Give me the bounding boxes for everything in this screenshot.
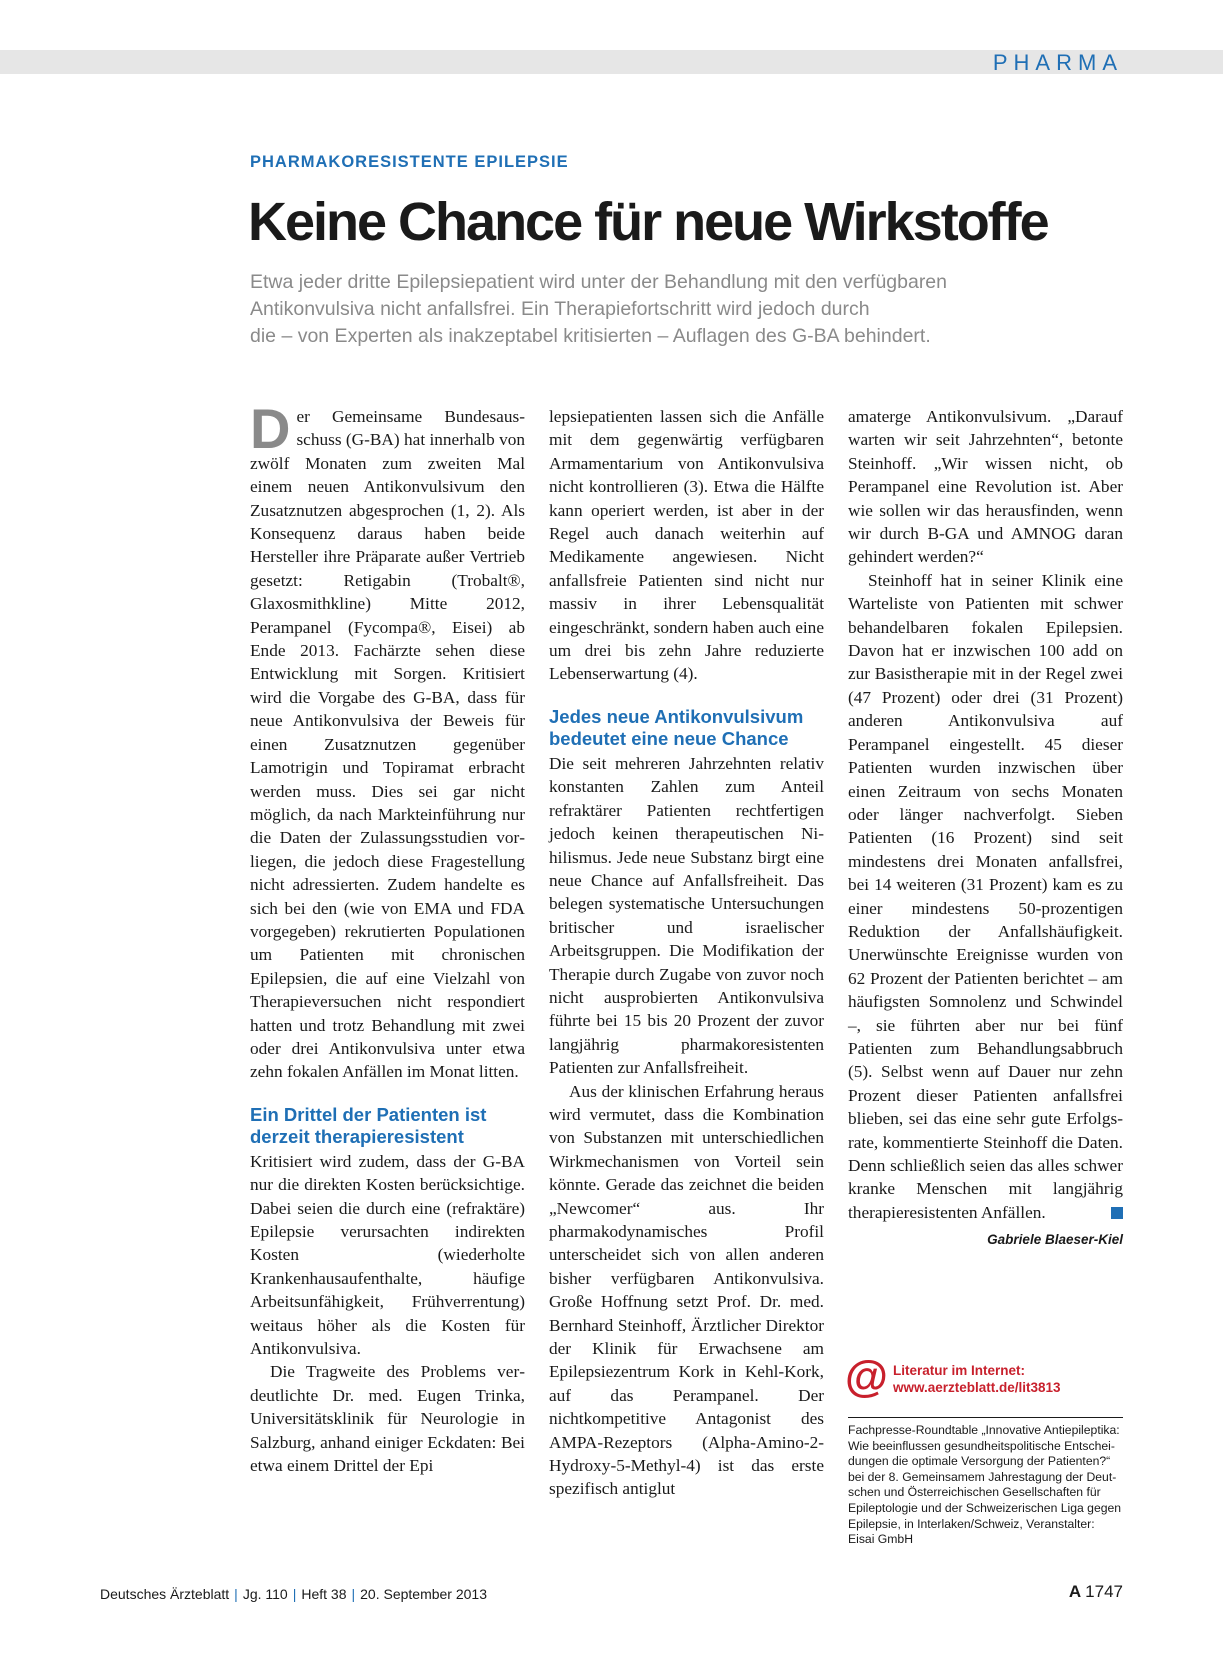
article-kicker: PHARMAKORESISTENTE EPILEPSIE (250, 153, 569, 171)
note-line: Fachpresse-Roundtable „Innovative Antiepileptika: (848, 1423, 1120, 1437)
page-footer: Deutsches Ärzteblatt | Jg. 110 | Heft 38 | 20. September 2013 (100, 1586, 487, 1602)
paragraph: Kritisiert wird zudem, dass der G-BA nur die direkten Kosten berücksichtige. Dabei seien die durch eine (refraktäre) Epilepsie verursachten indirekten Kosten (wiederholte Krankenhausaufenthalte, häufige Arbeitsunfähigkeit, Frühverrentung) weitaus höher als die Kosten für Antikonvulsiva. (250, 1151, 525, 1359)
text-column-1 (250, 397, 525, 1477)
journal-name: Deutsches Ärzteblatt (100, 1586, 230, 1602)
note-divider (848, 1417, 1123, 1418)
end-mark-icon (1111, 1207, 1123, 1219)
event-note (848, 1423, 1123, 1548)
paragraph: Steinhoff hat in seiner Klinik eine Warteliste von Patienten mit schwer behandelbaren fokalen Epilepsien. Davon hat er inzwischen 100 add on zur Basistherapie mit in der Regel zwei (47 Prozent) oder drei (31 Prozent) anderen Antikonvulsiva auf Perampanel eingestellt. 45 dieser Patienten wurden inzwischen über einen Zeitraum von sechs Monaten oder länger nachverfolgt. Sieben Patienten (16 Prozent) sind seit mindestens drei Monaten anfallsfrei, bei 14 weiteren (31 Prozent) kam es zu einer mindestens 50-prozentigen Reduktion der Anfallshäufigkeit. Unerwünschte Ereignisse wurden von 62 Prozent der Patienten berichtet – am häufigsten Somnolenz und Schwindel –, sie führten aber nur bei fünf Patienten zum Behandlungsabbruch (5). Selbst wenn auf Dauer nur zehn Prozent dieser Patienten anfallsfrei blieben, sei das eine sehr gute Erfolgsrate, kommentierte Steinhoff die Daten. Denn schließlich seien das alles schwer kranke Menschen mit langjährig therapieresistenten Anfällen. (848, 570, 1123, 1222)
note-line: Wie beeinflussen gesundheitspolitische Entschei- (848, 1438, 1115, 1453)
paragraph: Aus der klinischen Erfahrung heraus wird vermutet, dass die Kombination von Substanzen mit unterschiedlichen Wirkmechanismen von Vorteil sein könnte. Gerade das zeichnet die beiden „Newcomer“ aus. Ihr pharmakodynamisches Profil unterscheidet sich von allen anderen bisher verfügbaren Antikonvulsiva. Große Hoffnung setzt Prof. Dr. med. Bernhard Steinhoff, Ärztlicher Direktor der Klinik für Erwachsene am Epilepsiezentrum Kork in Kehl-Kork, auf das Perampanel. Der nichtkompetitive Antagonist des AMPA-Rezeptors (Alpha-Amino-2-Hydroxy-5-Methyl-4) ist das erste spezifisch antiglut (549, 1081, 824, 1499)
note-line: bei der 8. Gemeinsamem Jahrestagung der Deut- (848, 1469, 1117, 1484)
note-line: dungen die optimale Versorgung der Patienten?“ (848, 1454, 1111, 1469)
note-line: Epileptologie und der Schweizerischen Liga gegen (848, 1500, 1122, 1515)
note-line: Epilepsie, in Interlaken/Schweiz, Veranstalter: (848, 1516, 1095, 1531)
journal-volume: Jg. 110 (242, 1586, 288, 1602)
subheading: Jedes neue Antikonvulsivum bedeutet eine neue Chance (549, 705, 804, 749)
paragraph: amaterge Antikonvulsivum. „Darauf warten wir seit Jahrzehnten“, betonte Steinhoff. „Wir wissen nicht, ob Perampanel eine Revolution ist. Aber wie sollen wir das herausfinden, wenn wir durch B-GA und AMNOG daran gehindert werden?“ (848, 407, 1123, 567)
author-byline: Gabriele Blaeser-Kiel (987, 1232, 1123, 1248)
text-column-2 (549, 405, 824, 1501)
lead-line: Etwa jeder dritte Epilepsiepatient wird unter der Behandlung mit den verfügbaren (250, 271, 948, 293)
paragraph: Der Gemeinsame Bundesausschuss (G-BA) hat innerhalb von zwölf Monaten zum zweiten Mal einem neuen Antikonvulsivum den Zusatznutzen abgesprochen (1, 2). Als Konsequenz daraus haben beide Hersteller ihre Präparate außer Vertrieb gesetzt: Retigabin (Trobalt®, Glaxosmithkline) Mitte 2012, Perampanel (Fycompa®, Eisei) ab Ende 2013. Fachärzte sehen diese Entwicklung mit Sorgen. Kritisiert wird die Vorgabe des G-BA, dass für neue Antikonvulsiva der Beweis für einen Zusatznutzen gegenüber Lamotrigin und Topiramat erbracht werden muss. Dies sei gar nicht möglich, da nach Markteinführung nur die Daten der Zulassungsstudien vorliegen, die jedoch diese Fragestellung nicht adressierten. Zudem handelte es sich bei den (wie von EMA und FDA vorgegeben) rekrutierten Populationen um Patienten mit chronischen Epilepsien, die auf eine Vielzahl von Therapieversuchen nicht respondiert hatten und trotz Behandlung mit zwei oder drei Antikonvulsiva unter etwa zehn fokalen Anfällen im Monat litten. (250, 397, 525, 1082)
paragraph: Die seit mehreren Jahrzehnten relativ konstanten Zahlen zum Anteil refraktärer Patienten rechtfertigen jedoch keinen therapeutischen Nihilismus. Jede neue Substanz birgt eine neue Chance auf Anfallsfreiheit. Das belegen systematische Untersuchungen britischer und israelischer Arbeitsgruppen. Die Modifikation der Therapie durch Zugabe von zuvor noch nicht ausprobierten Antikonvulsiva führte bei 15 bis 20 Prozent der zuvor langjährig pharmakoresistenten Patienten zur Anfallsfreiheit. (549, 753, 824, 1078)
subheading: Ein Drittel der Patienten ist derzeit therapieresistent (250, 1103, 487, 1147)
literature-link[interactable]: www.aerzteblatt.de/lit3813 (893, 1380, 1061, 1395)
page-prefix: A (1068, 1582, 1082, 1601)
drop-cap: D (250, 397, 291, 460)
lead-line: Antikonvulsiva nicht anfallsfrei. Ein Therapiefortschritt wird jedoch durch (250, 298, 870, 320)
page-number-value: 1747 (1085, 1582, 1123, 1601)
page-number (1069, 1580, 1123, 1604)
note-line: Eisai GmbH (848, 1532, 914, 1547)
note-line: schen und Österreichischen Gesellschaften für (848, 1485, 1101, 1500)
paragraph: Die Tragweite des Problems verdeutlichte Dr. med. Eugen Trinka, Universitätsklinik für Neurologie in Salzburg, anhand einiger Eckdaten: Bei etwa einem Drittel der Epi (250, 1362, 525, 1476)
journal-issue: Heft 38 (301, 1586, 347, 1602)
journal-date: 20. September 2013 (360, 1586, 487, 1602)
text-column-3 (848, 405, 1123, 1252)
literature-label: Literatur im Internet: (893, 1363, 1026, 1378)
paragraph: lepsiepatienten lassen sich die Anfälle mit dem gegenwärtig verfügbaren Armamentarium von Antikonvulsiva nicht kontrollieren (3). Etwa die Hälfte kann operiert werden, ist aber in der Regel auch danach weiterhin auf Medikamente angewiesen. Nicht anfallsfreie Patienten sind nicht nur massiv in ihrer Lebensqualität eingeschränkt, sondern haben auch eine um drei bis zehn Jahre reduzierte Lebenserwartung (4). (549, 407, 824, 684)
article-lead (250, 269, 1130, 350)
article-headline: Keine Chance für neue Wirkstoffe (248, 192, 1048, 252)
literature-box (845, 1352, 1125, 1402)
lead-line: die – von Experten als inakzeptabel kritisierten – Auflagen des G-BA behindert. (250, 325, 931, 347)
at-icon: @ (845, 1352, 888, 1401)
literature-text (893, 1362, 1061, 1396)
section-label: PHARMA (992, 50, 1123, 75)
